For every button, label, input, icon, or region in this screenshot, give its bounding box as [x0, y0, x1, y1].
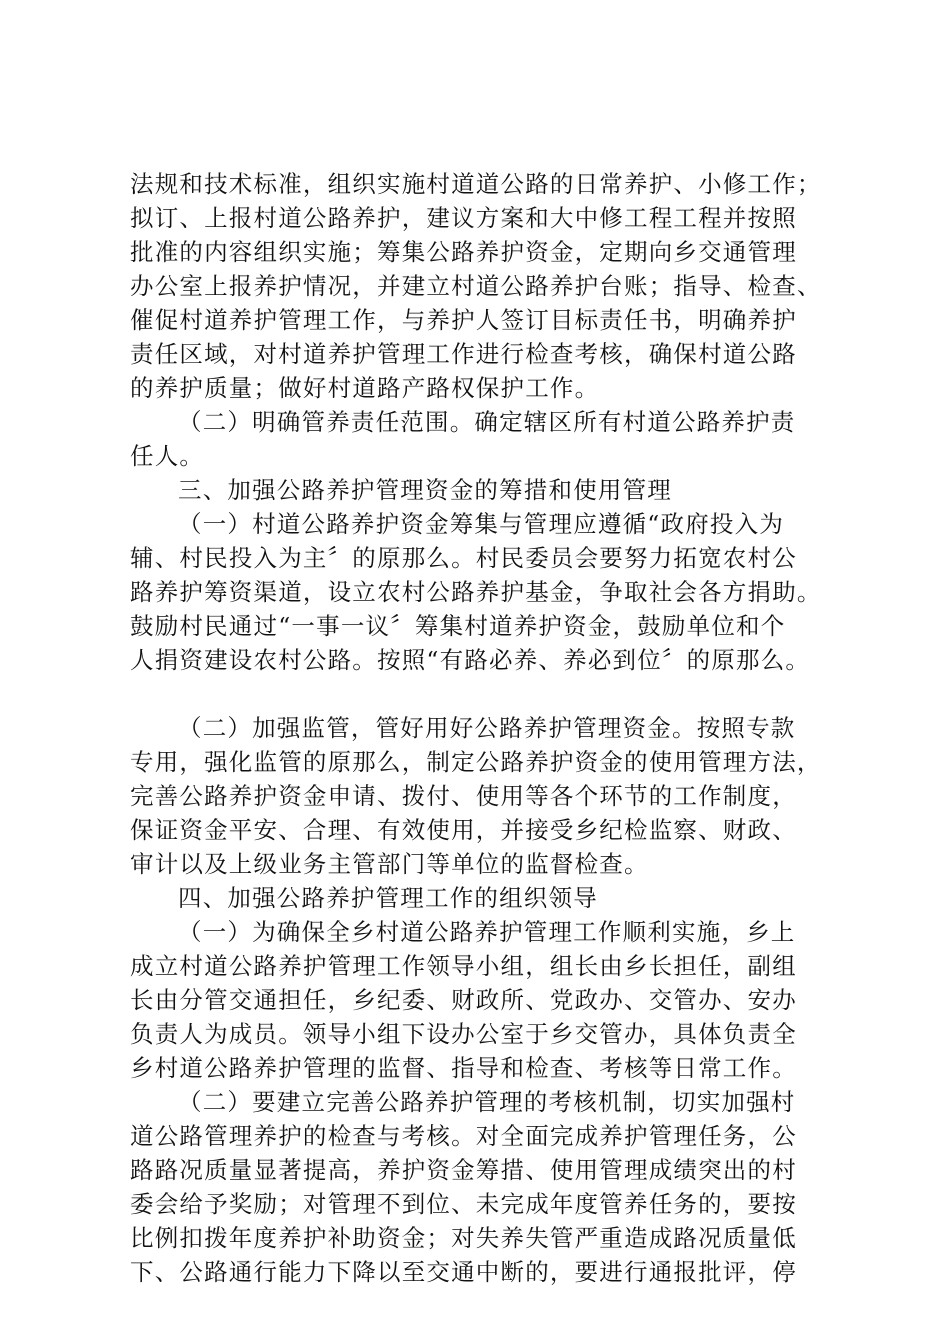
text-line: 负责人为成员。领导小组下设办公室于乡交管办，具体负责全	[130, 1020, 797, 1048]
text-line: 比例扣拨年度养护补助资金；对失养失管严重造成路况质量低	[130, 1224, 797, 1252]
section-heading: 四、加强公路养护管理工作的组织领导	[178, 884, 598, 912]
paragraph-gap	[130, 677, 830, 711]
text-line: 乡村道公路养护管理的监督、指导和检查、考核等日常工作。	[130, 1054, 797, 1082]
text-line: 拟订、上报村道公路养护，建议方案和大中修工程工程并按照	[130, 204, 797, 232]
paragraph-start: （二）加强监管，管好用好公路养护管理资金。按照专款	[178, 714, 796, 742]
paragraph-start: （一）为确保全乡村道公路养护管理工作顺利实施，乡上	[178, 918, 796, 946]
text-line: 审计以及上级业务主管部门等单位的监督检查。	[130, 850, 649, 878]
paragraph-start: （一）村道公路养护资金筹集与管理应遵循“政府投入为	[178, 510, 785, 538]
text-line: 办公室上报养护情况，并建立村道公路养护台账；指导、检查、	[130, 272, 822, 300]
text-line: 路养护筹资渠道，设立农村公路养护基金，争取社会各方捐助。	[130, 578, 822, 606]
text-line: 委会给予奖励；对管理不到位、未完成年度管养任务的，要按	[130, 1190, 797, 1218]
paragraph-start: （二）要建立完善公路养护管理的考核机制，切实加强村	[178, 1088, 796, 1116]
document-body	[130, 167, 830, 1289]
text-line: 专用，强化监管的原那么，制定公路养护资金的使用管理方法，	[130, 748, 822, 776]
text-line: 下、公路通行能力下降以至交通中断的，要进行通报批评，停	[130, 1258, 797, 1286]
text-line: 任人。	[130, 442, 205, 470]
text-line: 人捐资建设农村公路。按照“有路必养、养必到位〞的原那么。	[130, 646, 811, 674]
text-line: 完善公路养护资金申请、拨付、使用等各个环节的工作制度，	[130, 782, 797, 810]
text-line: 鼓励村民通过“一事一议〞筹集村道养护资金，鼓励单位和个	[130, 612, 786, 640]
text-line: 批准的内容组织实施；筹集公路养护资金，定期向乡交通管理	[130, 238, 797, 266]
text-line: 法规和技术标准，组织实施村道道公路的日常养护、小修工作；	[130, 170, 822, 198]
text-line: 成立村道公路养护管理工作领导小组，组长由乡长担任，副组	[130, 952, 797, 980]
text-line: 道公路管理养护的检查与考核。对全面完成养护管理任务，公	[130, 1122, 797, 1150]
paragraph-start: （二）明确管养责任范围。确定辖区所有村道公路养护责	[178, 408, 796, 436]
section-heading: 三、加强公路养护管理资金的筹措和使用管理	[178, 476, 672, 504]
text-line: 辅、村民投入为主〞的原那么。村民委员会要努力拓宽农村公	[130, 544, 797, 572]
text-line: 责任区域，对村道养护管理工作进行检查考核，确保村道公路	[130, 340, 797, 368]
text-line: 保证资金平安、合理、有效使用，并接受乡纪检监察、财政、	[130, 816, 797, 844]
text-line: 长由分管交通担任，乡纪委、财政所、党政办、交管办、安办	[130, 986, 797, 1014]
text-line: 的养护质量；做好村道路产路权保护工作。	[130, 374, 600, 402]
text-line: 催促村道养护管理工作，与养护人签订目标责任书，明确养护	[130, 306, 797, 334]
text-line: 路路况质量显著提高，养护资金筹措、使用管理成绩突出的村	[130, 1156, 797, 1184]
